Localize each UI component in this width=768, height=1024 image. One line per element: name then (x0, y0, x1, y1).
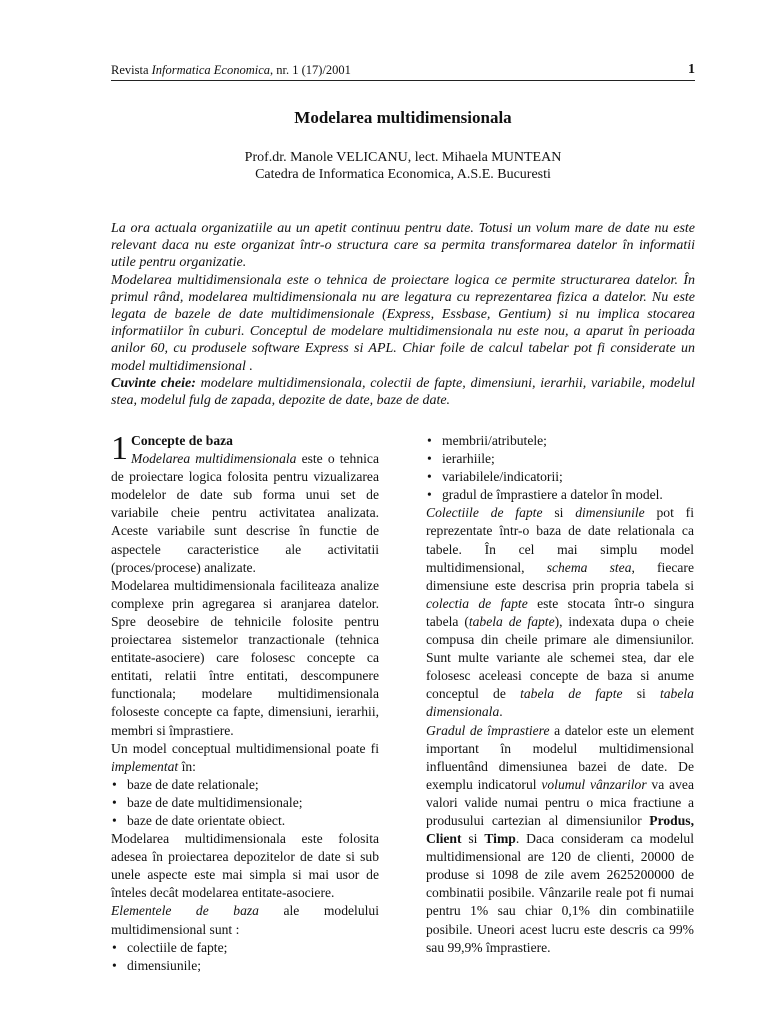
body-paragraph: Modelarea multidimensionala faciliteaza analize complexe prin agregarea si aranjarea datelor. Spre deosebire de tehnicile folosite pentru proiectarea sistemelor tranzactionale (tehnica entitate-asociere) care folosesc concepte ca entitati, relatii între entitati, descompunere functionala; modelare multidimensionala foloseste concepte ca fapte, dimensiuni, ierarhii, membri si împrastiere. (111, 577, 379, 738)
header-rule (111, 80, 695, 81)
body-paragraph (426, 504, 694, 721)
body-paragraph (426, 722, 694, 957)
paragraph-text: în: (178, 758, 196, 774)
em-term: Elementele de baza (111, 903, 259, 919)
bullet-list (111, 776, 379, 830)
em-term: Colectiile de fapte (426, 505, 543, 521)
paragraph-text: pot fi reprezentate într-o baza de date relationala ca tabele. În cel mai simplu model multidimensional, (426, 505, 694, 575)
list-item: • baze de date relationale; (111, 776, 379, 794)
journal-prefix: Revista (111, 63, 149, 77)
author-names: Prof.dr. Manole VELICANU, lect. Mihaela MUNTEAN (244, 150, 562, 165)
paper-title: Modelarea multidimensionala (294, 108, 512, 127)
section-number: 1 (111, 430, 128, 467)
em-term: dimensiunile (575, 505, 645, 521)
bullet-list (426, 432, 694, 504)
list-item: • gradul de împrastiere a datelor în model. (426, 486, 694, 504)
abstract-paragraph-2: Modelarea multidimensionala este o tehnica de proiectare logica ce permite structurarea datelor. În primul rând, modelarea multidimensionala nu are legatura cu reprezentarea fizica a datelor. Nu este legata de bazele de date multidimensionale (Express, Essbase, Gentium) si nu implica stocarea informatiilor în cuburi. Conceptul de modelare multidimensionala nu este nou, a aparut în perioada anilor 60, cu produsele software Express si APL. Chiar foile de calcul tabelar pot fi considerate un model multidimensional . (111, 272, 695, 374)
keywords-label: Cuvinte cheie: (111, 375, 196, 391)
em-term: tabela de fapte (520, 686, 623, 702)
paragraph-text: si (542, 505, 576, 521)
keywords-text: modelare multidimensionala, colectii de fapte, dimensiuni, ierarhii, variabile, modelul stea, modelul fulg de zapada, depozite de date, baze de date. (111, 375, 695, 409)
paragraph-text: , fiecare dimensiune este descrisa prin propria tabela si (426, 559, 694, 593)
paragraph-text: si (461, 831, 485, 847)
paragraph-text: ), indexata dupa o cheie compusa din cheile primare ale dimensiunilor. Sunt multe variante ale schemei stea, dar ele folosesc aceleasi concepte de baza si anume conceptul de (426, 613, 694, 702)
paragraph-text: si (622, 686, 660, 702)
paragraph-text: Un model conceptual multidimensional poate fi (111, 740, 379, 756)
paragraph-text: ale modelului multidimensional sunt : (111, 903, 379, 937)
body-paragraph: Modelarea multidimensionala este folosita adesea în proiectarea depozitelor de date si sub unele aspecte este mai simpla si mai usor de înteles decât modelarea entitate-asociere. (111, 831, 379, 901)
running-header (111, 62, 695, 78)
em-term: Modelarea multidimensionala (131, 451, 297, 467)
list-item: • dimensiunile; (111, 957, 379, 975)
em-term: volumul vânzarilor (541, 776, 647, 792)
left-column (111, 432, 379, 975)
em-term: tabela dimensionala (426, 686, 694, 720)
list-item: • ierarhiile; (426, 450, 694, 468)
journal-issue: , nr. 1 (17)/2001 (270, 63, 351, 77)
em-term: tabela de fapte (468, 613, 555, 629)
abstract-paragraph-1: La ora actuala organizatiile au un apetit continuu pentru date. Totusi un volum mare de date nu este relevant daca nu este organizat într-o structura care sa permita transformarea datelor în informatii utile pentru organizatie. (111, 221, 695, 271)
author-affiliation: Catedra de Informatica Economica, A.S.E. Bucuresti (255, 167, 551, 182)
journal-name: Informatica Economica (151, 63, 271, 77)
paragraph-text: . (499, 704, 503, 720)
bold-term: Timp (484, 831, 516, 847)
paragraph-text: . Daca consideram ca modelul multidimensional are 120 de clienti, 20000 de produse si 1098 de zile avem 2625200000 de combinatii posibile. Vânzarile reale pot fi numai pentru 1% sau chiar 0,1% din combinatiile posibile. Uneori acest lucru este descris ca 99% sau 99,9% împrastiere. (426, 831, 694, 955)
list-item: • baze de date multidimensionale; (111, 794, 379, 812)
paragraph-text: va avea valori valide numai pentru o mica fractiune a produsului cartezian al dimensiunilor (426, 776, 694, 828)
bold-term: Produs, Client (426, 812, 694, 847)
right-column (426, 432, 694, 957)
em-term: schema stea (546, 559, 632, 575)
list-item: • variabilele/indicatorii; (426, 468, 694, 486)
body-paragraph (111, 450, 379, 577)
em-term: implementat (111, 758, 179, 774)
paragraph-text: a datelor este un element important în modelul multidimensional influentând dimensiunea bazei de date. De exemplu indicatorul (426, 722, 694, 792)
page-number: 1 (688, 62, 695, 77)
list-item: • colectiile de fapte; (111, 939, 379, 957)
abstract (111, 220, 695, 409)
body-paragraph (111, 740, 379, 776)
keywords (111, 375, 695, 409)
list-item: • membrii/atributele; (426, 432, 694, 450)
em-term: colectia de fapte (426, 595, 528, 611)
list-item: • baze de date orientate obiect. (111, 812, 379, 830)
em-term: Gradul de împrastiere (426, 722, 550, 738)
bullet-list (111, 939, 379, 975)
paragraph-text: este stocata într-o singura tabela ( (426, 595, 694, 629)
body-paragraph (111, 902, 379, 938)
paragraph-text: este o tehnica de proiectare logica folosita pentru vizualizarea modelelor de date sub forma unui set de variabile cheie pentru activitatea analizata. Aceste variabile sunt descrise în functie de aspectele caracteristice ale activitatii (proces/procese) analizate. (111, 451, 379, 575)
section-heading: Concepte de baza (131, 433, 233, 448)
author-block (111, 149, 695, 183)
